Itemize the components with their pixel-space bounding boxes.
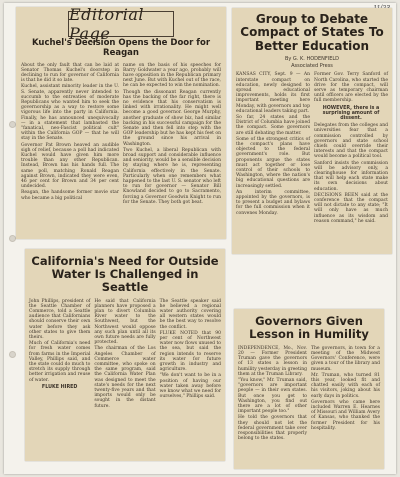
article-paragraph: KANSAS CITY, Sept. 9 — An interstate compact on education, newly designed to spread educational improvements, holds its first important meeting here Monday, with governors and top educational leaders taking part. <box>236 72 310 114</box>
article-paragraph: So far, 24 states and the District of Columbia have joined the compact. Some governors are still debating the matter. <box>236 114 310 136</box>
governors-column-2 <box>311 346 380 443</box>
editorial-clipping <box>16 7 226 239</box>
editorial-paragraph: Though the dissonant Reagan currently has the backing of the far right, there is no evidence that his conservatism is linked with irrationality. He might well become a good governor. George Murphy, another graduate of show biz, had similar backing in his successful campaign for the Senate and then fell into step with the GOP leadership but he has kept his feet on the ground since his arrival in Washington. <box>123 89 221 147</box>
article-paragraph: Delegates from the colleges and universities fear that a commission controlled by governors and state school chiefs could override their interests and that the compact would become a political tool. <box>314 123 388 160</box>
governors-clipping <box>234 309 384 469</box>
binder-hole <box>9 351 16 358</box>
education-compact-headline: Group to Debate Compact of States To Better Education <box>240 12 384 53</box>
article-paragraph: DECISIONS BEEN said at the conference that the compact will not dictate to any state; "It will only have as much influence as its wisdom and reason command," he said. <box>314 192 388 224</box>
binder-hole <box>9 235 16 242</box>
editorial-column-1 <box>21 63 119 206</box>
water-body <box>29 299 221 410</box>
article-paragraph: The governors, in town for a meeting of the Midwest Governors' Conference, were given a tour of the library and museum. <box>311 345 380 372</box>
editorial-column-2 <box>123 63 221 206</box>
editorial-paragraph: Two Kuchel, a liberal Republican with broad support and considerable influence and seniority, would be a sensible decision by staying where he is, representing California effectively in the Senate. Particularly when one remembers what happened to the last U. S. senator who left to run for governor — Senator Bill Knowland decided to go to Sacramento, forcing a Governor Goodwin Knight to run for the Senate. They both got beat. <box>123 147 221 205</box>
binder-hole <box>9 121 16 128</box>
article-paragraph: INDEPENDENCE, Mo., Nov. 20 — Former President Truman gave the governors of 13 states a lesson in humility yesterday in greeting them at the Truman Library. <box>238 345 307 377</box>
article-paragraph: "You know," Mr. Truman said, "governors are important people — in their own states. But once you get to Washington, you find out there are a lot of other important people too." <box>238 377 307 415</box>
article-paragraph: He told the governors that they should not let the federal government take over responsibilities that properly belong to the states. <box>238 415 307 442</box>
article-paragraph: The Seattle speaker said he believed a regional water authority covering all western states would be the best way to resolve the conflict. <box>159 298 221 330</box>
article-paragraph: He said that California planners have proposed a plan to divert Columbia River water to the Southwest, but the Northwest would oppose any such plan until all its own future needs are fully protected. <box>94 298 156 346</box>
editorial-page-banner: Editorial Page <box>68 11 174 37</box>
byline-organization: Associated Press <box>291 62 333 69</box>
water-column-2 <box>94 299 155 410</box>
article-paragraph: Governors who came here included Warren E. Hearnes of Missouri and William Avery of Kansas, who thanked the former President for his hospitality. <box>311 399 380 431</box>
education-compact-clipping <box>232 8 392 254</box>
education-compact-column-2 <box>314 72 388 225</box>
article-paragraph: The chairman of the Los Angeles Chamber of Commerce water committee, who spoke on the same program, said the California Water Plan was designed to meet the state's needs for the next twenty-five years and that imports would only be sought in the distant future. <box>94 346 156 409</box>
scrapbook-page <box>4 3 396 474</box>
water-column-1 <box>29 299 90 410</box>
governors-headline: Governors Given Lesson in Humility <box>249 314 369 341</box>
water-column-3 <box>160 299 221 410</box>
editorial-headline: Kuchel's Decision Opens the Door for Reagan <box>31 38 211 58</box>
article-paragraph: Former Gov. Terry Sanford of North Carolina, who started the drive for the compact, will serve as temporary chairman until officers are elected by the full membership. <box>314 72 388 104</box>
byline-name: By G. K. HODENFIELD <box>284 56 340 63</box>
article-subhead: FLUKE HIRED <box>41 384 78 390</box>
education-compact-column-1 <box>236 72 310 225</box>
article-paragraph: FLUKE NOTED that 90 per cent of Northwest water now flows unused to the sea, but said the region intends to reserve its water for future growth in industry and agriculture. <box>159 330 221 373</box>
governors-column-1 <box>238 346 307 443</box>
article-paragraph: Much of California's need for fresh water comes from farms in the Imperial Valley, Phillips said, and the state could do much to stretch its supply through better irrigation and reuse of water. <box>29 341 91 383</box>
article-paragraph: Some of the strongest critics of the compact's plans have objected to the federal government's role. But proponents argue the states must act together or lose control of their schools to Washington, where the nation's big educational questions are increasingly settled. <box>236 136 310 189</box>
article-subhead: HOWEVER, there is a surprising amount of dissent. <box>322 105 380 121</box>
governors-body <box>238 346 380 443</box>
editorial-paragraph: Reagan, the handsome former movie star who became a big political <box>21 190 119 201</box>
article-paragraph: Mr. Truman, who turned 81 this year, looked fit and chatted easily with each of his visitors, joking about his early days in politics. <box>311 372 380 399</box>
article-paragraph: Sanford insists the commission will be advisory only, a clearinghouse for information that will help each state make its own decisions about education. <box>314 160 388 192</box>
editorial-paragraph: About the only fault that can be laid at Senator Thomas Kuchel's doorstep in declining to run for governor of California is that he did it so late. <box>21 62 119 84</box>
article-paragraph: "We don't want to be in a position of having our water taken away before we know what we need for ourselves," Phillips said. <box>159 373 221 400</box>
editorial-paragraph: name on the basis of his speeches for Barry Goldwater a year ago, probably will have opposition in the Republican primary next June. But with Kuchel out of the race, he can be expected to win the nomination. <box>123 62 221 89</box>
article-paragraph: John Phillips, president of the Seattle Chamber of Commerce, told a Seattle audience that Californians should conserve their own water before they ask other states to give them theirs. <box>29 298 91 341</box>
article-paragraph: An interim committee, appointed by the governors, is to present a budget and bylaws for the full commission when it convenes Monday. <box>236 189 310 216</box>
water-headline: California's Need for Outside Water Is Challenged in Seattle <box>31 254 219 294</box>
editorial-paragraph: Governor Pat Brown heaved an audible sigh of relief, because a poll had indicated Kuchel would have given him more trouble than any other Republican. Instead, Brown has his hands full. The same poll, matching Ronald Reagan against Brown, indicated they were even, 46 per cent for Brown and 34 per cent undecided. <box>21 142 119 190</box>
editorial-paragraph: Kuchel, assistant minority leader in the U. S. Senate, apparently never intended to succumb to the entreaties of moderate Republicans who wanted him to seek the governorship as a way to restore some vigorous life into the party in California. Finally, he has announced unequivocally — in a statement that lambasted the "fanatical, neo-Fascist political cult" within the California GOP — that he will stay in the Senate. <box>21 84 119 142</box>
water-clipping <box>25 249 225 461</box>
education-compact-body <box>236 72 388 225</box>
editorial-body <box>21 63 221 206</box>
